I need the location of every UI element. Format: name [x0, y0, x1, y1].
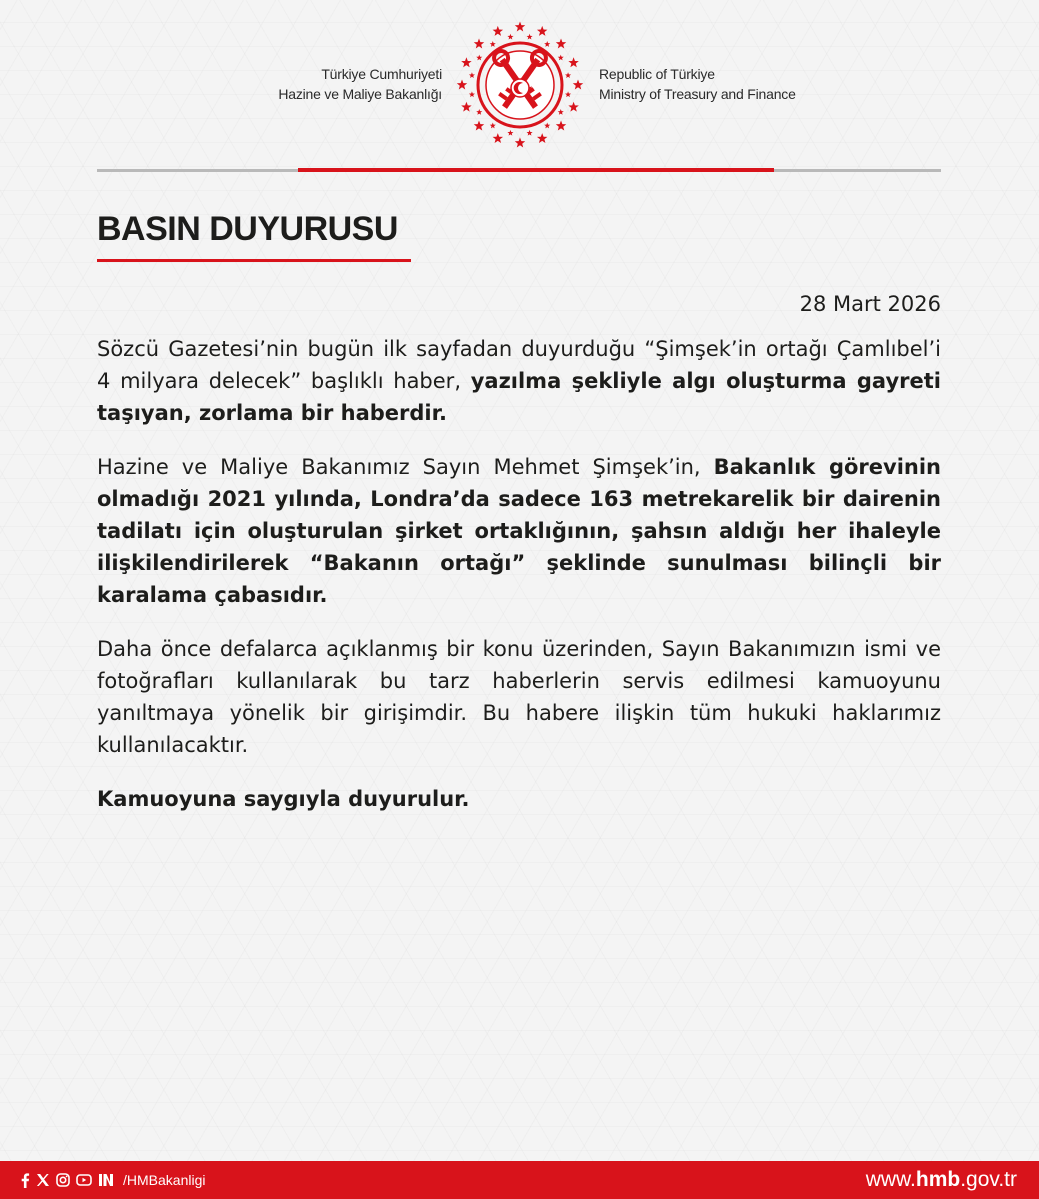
seal-star-small-icon — [476, 55, 482, 61]
header-en-line1: Republic of Türkiye — [599, 66, 715, 82]
paragraph-3: Daha önce defalarca açıklanmış bir konu üzerinden, Sayın Bakanımızın ismi ve fotoğrafları kullanılarak bu tarz haberlerin servis edilmesi kamuoyunu yanıltmaya yönelik bir girişimdir. Bu habere ilişkin tüm hukuki haklarımız kullanılacaktır. — [97, 637, 941, 757]
seal-star-small-icon — [469, 72, 475, 78]
website-suffix: .gov.tr — [960, 1168, 1017, 1191]
seal-star-small-icon — [507, 130, 513, 136]
header-divider-accent — [298, 168, 774, 172]
seal-star-small-icon — [544, 41, 550, 47]
paragraph-2-bold: Bakanlık görevinin olmadığı 2021 yılında, Londra’da sadece 163 metrekarelik bir dairenin tadilatı için oluşturulan şirket ortaklığının, şahsın aldığı her ihaleyle ilişkilendirilerek “Bakanın ortağı” şeklinde sunulması bilinçli bir karalama çabasıdır. — [97, 455, 942, 607]
seal-star-icon — [556, 38, 566, 48]
seal-star-icon — [573, 80, 583, 90]
seal-star-icon — [537, 26, 547, 36]
seal-star-icon — [537, 133, 547, 143]
paragraph-2 — [97, 451, 941, 611]
paragraph-1 — [97, 333, 941, 429]
seal-star-small-icon — [490, 41, 496, 47]
closing-line: Kamuoyuna saygıyla duyurulur. — [97, 787, 470, 811]
seal-star-small-icon — [544, 123, 550, 129]
paragraph-1-regular: Sözcü Gazetesi’nin bugün ilk sayfadan duyurduğu “Şimşek’in ortağı Çamlıbel’i 4 milyara delecek” başlıklı haber, — [97, 337, 941, 393]
seal-star-icon — [461, 57, 471, 67]
seal-star-small-icon — [558, 55, 564, 61]
website-link[interactable] — [866, 1168, 1017, 1192]
paragraph-2-regular: Hazine ve Maliye Bakanımız Sayın Mehmet Şimşek’in, — [97, 455, 714, 479]
document-date: 28 Mart 2026 — [799, 292, 941, 316]
seal-star-icon — [474, 121, 484, 131]
seal-star-small-icon — [490, 123, 496, 129]
seal-star-small-icon — [565, 72, 571, 78]
youtube-icon[interactable] — [76, 1173, 92, 1187]
facebook-icon[interactable] — [20, 1173, 30, 1188]
seal-star-small-icon — [527, 130, 533, 136]
seal-star-icon — [568, 57, 578, 67]
seal-star-icon — [461, 102, 471, 112]
seal-star-small-icon — [476, 109, 482, 115]
paragraph-1-bold: yazılma şekliyle algı oluşturma gayreti taşıyan, zorlama bir haberdir. — [97, 369, 941, 425]
instagram-icon[interactable] — [56, 1173, 70, 1187]
header-institution-tr — [278, 64, 442, 104]
ministry-seal-logo — [449, 14, 591, 156]
seal-star-icon — [515, 22, 525, 32]
seal-star-icon — [568, 102, 578, 112]
seal-star-small-icon — [507, 34, 513, 40]
website-prefix: www. — [865, 1168, 916, 1191]
seal-star-small-icon — [565, 91, 571, 97]
seal-star-icon — [556, 121, 566, 131]
header-tr-line2: Hazine ve Maliye Bakanlığı — [278, 86, 442, 102]
header-en-line2: Ministry of Treasury and Finance — [599, 86, 796, 102]
seal-star-icon — [493, 133, 503, 143]
page-title: BASIN DUYURUSU — [97, 210, 398, 248]
nsosyal-icon[interactable] — [98, 1173, 115, 1187]
seal-star-icon — [515, 138, 525, 148]
document-body — [97, 333, 941, 837]
seal-star-small-icon — [558, 109, 564, 115]
header-institution-en — [599, 64, 796, 104]
footer-bar — [0, 1161, 1039, 1199]
seal-star-small-icon — [527, 34, 533, 40]
seal-star-small-icon — [469, 91, 475, 97]
seal-star-icon — [493, 26, 503, 36]
website-domain: hmb — [915, 1168, 961, 1191]
seal-star-icon — [474, 38, 484, 48]
social-handle[interactable]: /HMBakanligi — [123, 1172, 206, 1188]
social-links — [20, 1172, 205, 1188]
title-underline — [97, 259, 411, 262]
seal-star-icon — [457, 80, 467, 90]
x-icon[interactable] — [36, 1173, 50, 1187]
header-tr-line1: Türkiye Cumhuriyeti — [321, 66, 442, 82]
